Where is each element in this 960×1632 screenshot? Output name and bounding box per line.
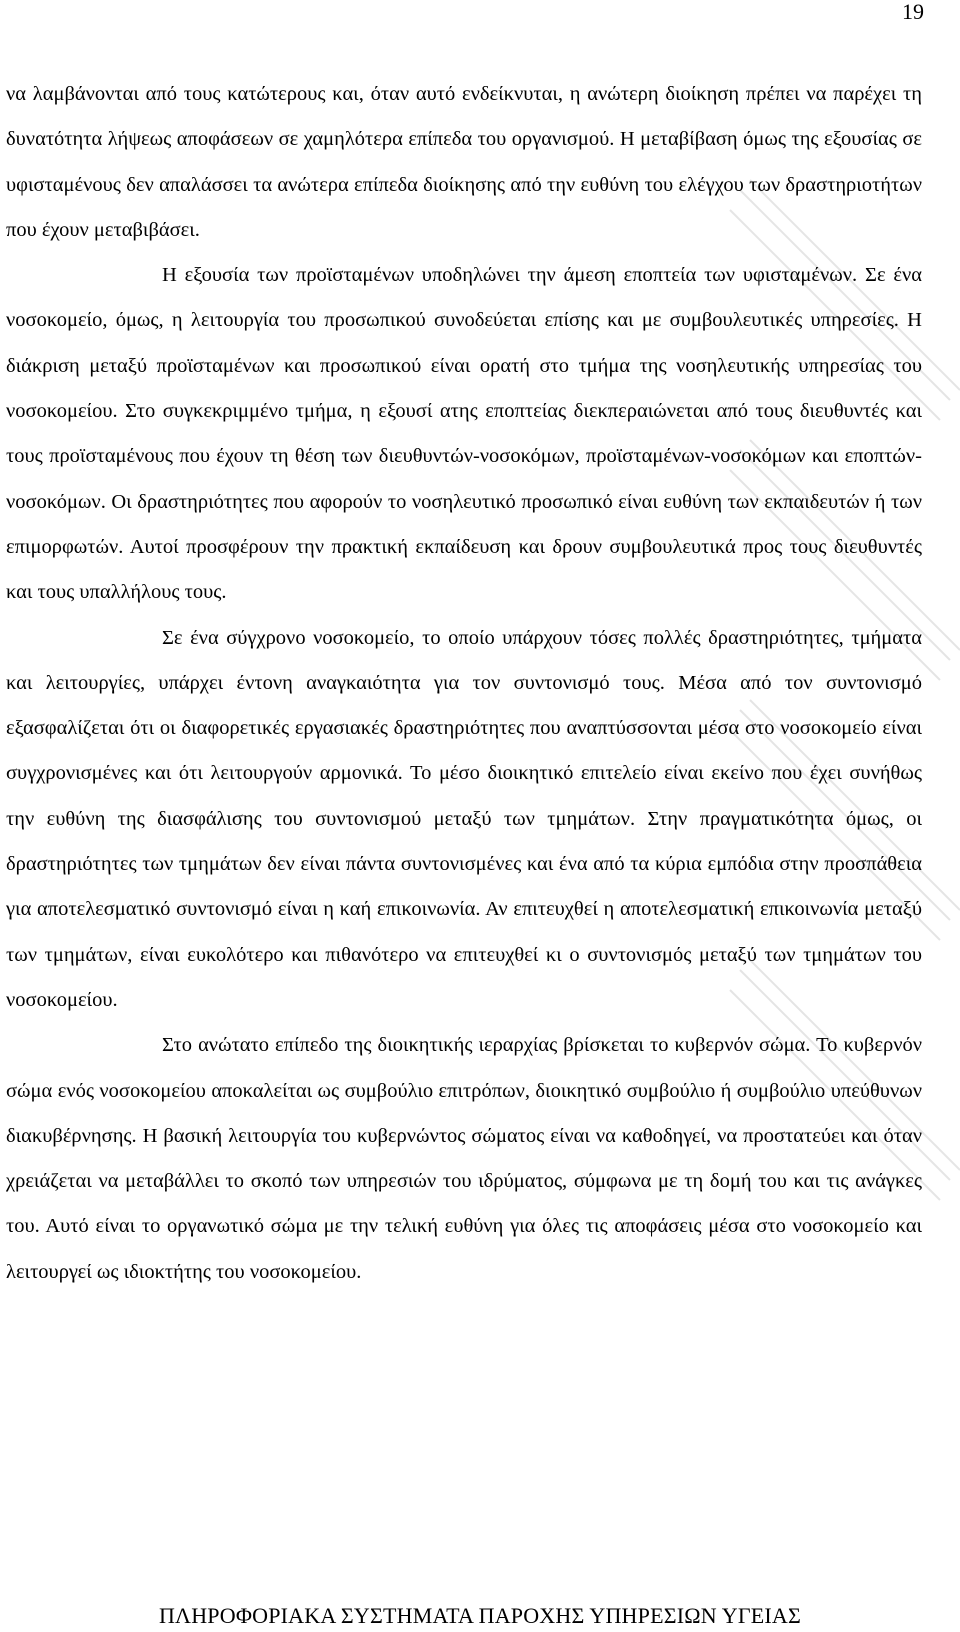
paragraph-2: Η εξουσία των προϊσταμένων υποδηλώνει την άμεση εποπτεία των υφισταμένων. Σε ένα νοσοκομείο, όμως, η λειτουργία του προσωπικού συνοδεύεται επίσης και με συμβουλευτικές υπηρεσίες. Η διάκριση μεταξύ προϊσταμένων και προσωπικού είναι ορατή στο τμήμα της νοσηλευτικής υπηρεσίας του νοσοκομείου. Στο συγκεκριμμένο τμήμα, η εξουσί ατης εποπτείας διεκπεραιώνεται από τους διευθυντές και τους προϊσταμένους που έχουν τη θέση των διευθυντών-νοσοκόμων, προϊσταμένων-νοσοκόμων και εποπτών-νοσοκόμων. Οι δραστηριότητες που αφορούν το νοσηλευτικό προσωπικό είναι ευθύνη των εκπαιδευτών ή των επιμορφωτών. Αυτοί προσφέρουν την πρακτική εκπαίδευση και δρουν συμβουλευτικά προς τους διευθυντές και τους υπαλλήλους τους. — [6, 264, 922, 604]
page-footer: ΠΛΗΡΟΦΟΡΙΑΚΑ ΣΥΣΤΗΜΑΤΑ ΠΑΡΟΧΗΣ ΥΠΗΡΕΣΙΩΝ ΥΓΕΙΑΣ — [158, 1603, 802, 1628]
paragraph-4: Στο ανώτατο επίπεδο της διοικητικής ιεραρχίας βρίσκεται το κυβερνόν σώμα. Το κυβερνόν σώμα ενός νοσοκομείου αποκαλείται ως συμβούλιο επιτρόπων, διοικητικό συμβούλιο ή συμβούλιο υπεύθυνων διακυβέρνησης. Η βασική λειτουργία του κυβερνώντος σώματος είναι να καθοδηγεί, να προστατεύει και όταν χρειάζεται να μεταβάλλει το σκοπό των υπηρεσιών του ιδρύματος, σύμφωνα με τη δομή του και τις ανάγκες του. Αυτό είναι το οργανωτικό σώμα με την τελική ευθύνη για όλες τις αποφάσεις μέσα στο νοσοκομείο και λειτουργεί ως ιδιοκτήτης του νοσοκομείου. — [6, 1034, 922, 1283]
paragraph-1: να λαμβάνονται από τους κατώτερους και, όταν αυτό ενδείκνυται, η ανώτερη διοίκηση πρέπει να παρέχει τη δυνατότητα λήψεως αποφάσεων σε χαμηλότερα επίπεδα του οργανισμού. Η μεταβίβαση όμως της εξουσίας σε υφισταμένους δεν απαλάσσει τα ανώτερα επίπεδα διοίκησης από την ευθύνη του ελέγχου των δραστηριοτήτων που έχουν μεταβιβάσει. — [6, 83, 922, 241]
document-body — [6, 72, 922, 1295]
paragraph-3: Σε ένα σύγχρονο νοσοκομείο, το οποίο υπάρχουν τόσες πολλές δραστηριότητες, τμήματα και λειτουργίες, υπάρχει έντονη αναγκαιότητα για τον συντονισμό τους. Μέσα από τον συντονισμό εξασφαλίζεται ότι οι διαφορετικές εργασιακές δραστηριότητες που αναπτύσσονται μέσα στο νοσοκομείο είναι συγχρονισμένες και ότι λειτουργούν αρμονικά. Το μέσο διοικητικό επιτελείο είναι εκείνο που έχει συνήθως την ευθύνη της διασφάλισης του συντονισμού μεταξύ των τμημάτων. Στην πραγματικότητα όμως, οι δραστηριότητες των τμημάτων δεν είναι πάντα συντονισμένες και ένα από τα κύρια εμπόδια στην προσπάθεια για αποτελεσματικό συντονισμό είναι η καή επικοινωνία. Αν επιτευχθεί η αποτελεσματική επικοινωνία μεταξύ των τμημάτων, είναι ευκολότερο και πιθανότερο να επιτευχθεί κι ο συντονισμός μεταξύ των τμημάτων του νοσοκομείου. — [6, 626, 922, 1011]
page-number: 19 — [902, 0, 924, 24]
